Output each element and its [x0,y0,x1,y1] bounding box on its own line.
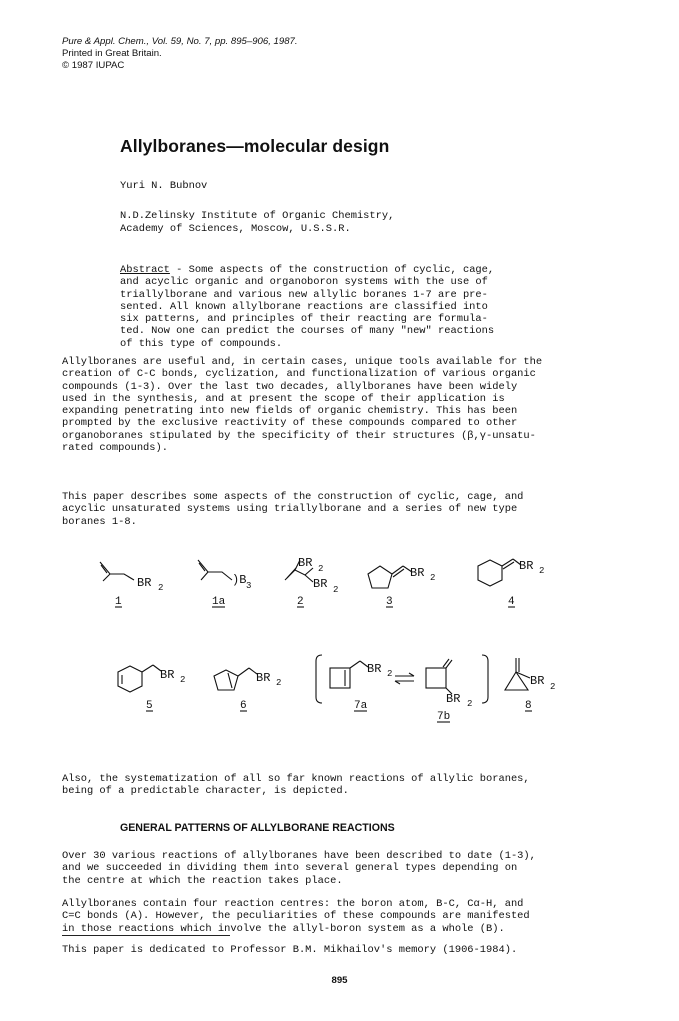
structure-5 [118,665,185,712]
equilibrium-arrows [395,673,414,684]
centres-paragraph: Allylboranes contain four reaction centres: the boron atom, B-C, Cα-H, and C=C bonds (A). However, the peculiarities of these compounds are manifested in those reactions which involve the allyl-boron system as a whole (B). [62,898,530,935]
structure-7b [426,659,472,723]
group-label: BR [256,671,271,685]
group-label: BR [519,559,534,573]
structure-label-6: 6 [240,700,247,712]
group-subscript: 2 [333,585,339,595]
structure-label-4: 4 [508,596,515,608]
bracket-left [316,655,322,703]
structure-2 [285,556,338,608]
intro-paragraph: Allylboranes are useful and, in certain cases, unique tools available for the creation of C-C bonds, cyclization, and functionalization of various organic compounds (1-3). Over the last two decades, allylboranes have been widely used in the synthesis, and at present the scope of their application is expanding penetrating into new fields of organic chemistry. This has been prompted by the exclusive reactivity of these compounds compared to other organoboranes stipulated by the specificity of their structures (β,γ-unsatu- rated compounds). [62,356,543,455]
group-label: BR [313,577,328,591]
systematization-paragraph: Also, the systematization of all so far known reactions of allylic boranes, being of a predictable character, is depicted. [62,773,530,798]
group-subscript: 3 [246,581,252,591]
group-subscript: 2 [539,566,545,576]
structure-6 [214,668,281,712]
group-subscript: 2 [276,678,282,688]
footnote-rule [62,935,230,936]
author-name: Yuri N. Bubnov [120,180,208,192]
structure-4 [478,559,544,608]
structure-1 [100,562,163,608]
abstract-label: Abstract [120,264,170,276]
affiliation-line: Academy of Sciences, Moscow, U.S.S.R. [120,222,351,235]
page-number: 895 [331,975,348,986]
group-subscript: 2 [158,583,164,593]
group-label: BR [410,566,425,580]
abstract-line: of this type of compounds. [120,337,283,350]
describes-paragraph: This paper describes some aspects of the construction of cyclic, cage, and acyclic unsaturated systems using triallylborane and a series of new type boranes 1-8. [62,491,524,528]
group-subscript: 2 [318,564,324,574]
group-subscript: 2 [180,675,186,685]
group-subscript: 2 [387,669,393,679]
affiliation-line: N.D.Zelinsky Institute of Organic Chemistry, [120,210,395,222]
section-heading: GENERAL PATTERNS OF ALLYLBORANE REACTIONS [120,822,395,834]
group-label: BR [367,662,382,676]
structure-label-7a: 7a [354,700,368,712]
copyright: © 1987 IUPAC [62,60,125,72]
abstract-line: Abstract - Some aspects of the construction of cyclic, cage, [120,264,495,276]
structure-label-2: 2 [297,596,304,608]
structure-label-1: 1 [115,596,122,608]
structure-label-3: 3 [386,596,393,608]
printed-in: Printed in Great Britain. [62,48,162,60]
structure-label-1a: 1a [212,596,226,608]
abstract-line: triallylborane and various new allylic boranes 1-7 are pre- [120,288,488,301]
group-subscript: 2 [430,573,436,583]
group-label: )B [232,573,247,587]
structure-8 [505,658,555,712]
group-label: BR [446,692,461,706]
structure-label-5: 5 [146,700,153,712]
group-label: BR [160,668,175,682]
abstract-line: six patterns, and principles of their reacting are formula- [120,313,488,326]
abstract-line: ted. Now one can predict the courses of many "new" reactions [120,325,495,338]
group-label: BR [137,576,152,590]
group-subscript: 2 [550,682,556,692]
structure-label-8: 8 [525,700,532,712]
structure-label-7b: 7b [437,711,451,723]
group-label: BR [530,674,545,688]
group-label: BR [298,556,313,570]
abstract-line: sented. All known allylborane reactions are classified into [120,300,488,313]
structure-1a [198,560,251,608]
group-subscript: 2 [467,699,473,709]
structure-3 [368,566,435,608]
patterns-paragraph: Over 30 various reactions of allylboranes have been described to date (1-3), and we succeeded in dividing them into several general types depending on the centre at which the reaction takes place. [62,850,536,887]
structure-7a [330,661,392,712]
article-title: Allylboranes—molecular design [120,136,390,156]
bracket-right [482,655,488,703]
footnote: This paper is dedicated to Professor B.M. Mikhailov's memory (1906-1984). [62,944,518,956]
journal-citation: Pure & Appl. Chem., Vol. 59, No. 7, pp. 895–906, 1987. [62,36,298,47]
abstract-line: and acyclic organic and organoboron systems with the use of [120,276,488,289]
